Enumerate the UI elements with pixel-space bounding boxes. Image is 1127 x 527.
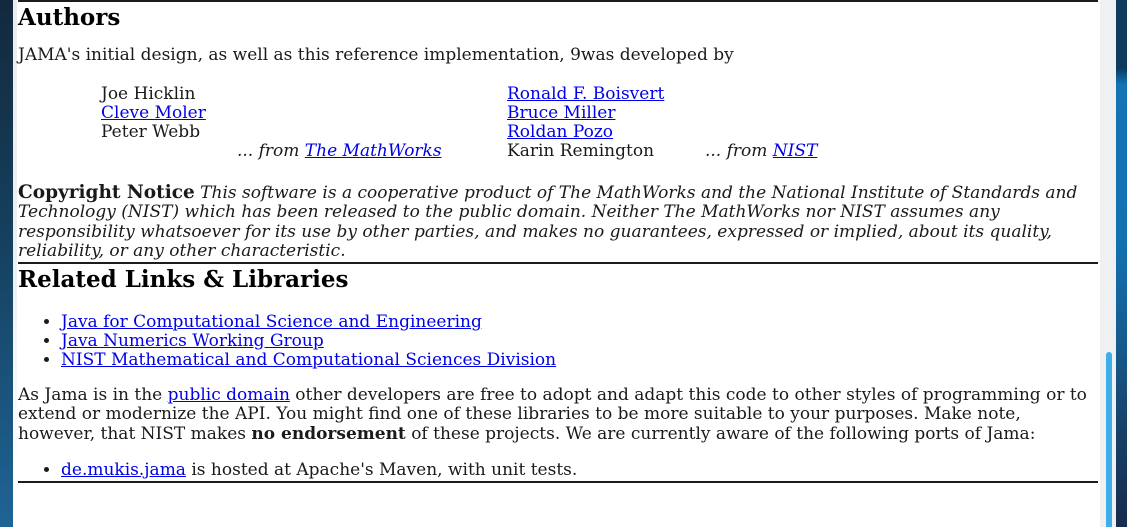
author-link[interactable]: Cleve Moler (101, 102, 206, 123)
copyright-label: Copyright Notice (18, 181, 195, 203)
author-link[interactable]: Roldan Pozo (507, 122, 614, 143)
author-link[interactable]: Ronald F. Boisvert (507, 83, 665, 104)
related-link[interactable]: Java for Computational Science and Engineering (61, 311, 482, 332)
ports-text: As Jama is in the (18, 384, 168, 405)
ports-list (18, 461, 1098, 481)
ports-text: other developers are free to adopt and adapt this code to other styles of programming or to extend or modernize the API. You might find one of these libraries to be more suitable to your purposes. Make note, however, that NIST makes (18, 384, 1087, 444)
section-divider-bottom (18, 481, 1098, 483)
nist-credit (705, 142, 1098, 161)
authors-row (101, 104, 1098, 123)
author-name: Joe Hicklin (101, 83, 196, 104)
related-links-heading: Related Links & Libraries (18, 265, 349, 293)
section-divider-top (18, 0, 1098, 2)
copyright-paragraph (18, 183, 1098, 262)
page-left-gradient-border (0, 0, 13, 527)
mathworks-link[interactable]: The MathWorks (304, 141, 442, 162)
ports-text: of these projects. We are currently aware of the following ports of Jama: (405, 423, 1036, 444)
related-link-item (61, 313, 1098, 332)
authors-row (101, 142, 1098, 161)
related-link-item (61, 332, 1098, 351)
nist-link[interactable]: NIST (772, 141, 818, 162)
port-item (61, 461, 1098, 481)
author-link[interactable]: Bruce Miller (507, 102, 616, 123)
related-links-list (18, 313, 1098, 371)
authors-row (101, 123, 1098, 142)
authors-intro-paragraph: JAMA's initial design, as well as this reference implementation, 9was developed by (18, 45, 734, 65)
related-link-item (61, 351, 1098, 370)
port-link[interactable]: de.mukis.jama (61, 460, 186, 481)
scrollbar-thumb[interactable] (1106, 352, 1112, 527)
page-content (18, 0, 1098, 483)
related-link[interactable]: Java Numerics Working Group (61, 330, 324, 351)
port-description: is hosted at Apache's Maven, with unit tests. (185, 460, 578, 481)
related-link[interactable]: NIST Mathematical and Computational Sciences Division (61, 350, 557, 371)
author-name: Peter Webb (101, 122, 201, 143)
ports-paragraph (18, 386, 1098, 445)
authors-row (101, 85, 1098, 104)
credit-prefix: ... from (237, 141, 305, 162)
section-divider-middle (18, 262, 1098, 264)
public-domain-link[interactable]: public domain (167, 384, 290, 405)
no-endorsement-text: no endorsement (251, 423, 406, 444)
mathworks-credit (237, 142, 507, 161)
copyright-text: This software is a cooperative product of The MathWorks and the National Institute of Standards and Technology (NIST) which has been released to the public domain. Neither The MathWorks nor NIST assumes any responsibility whatsoever for its use by other parties, and makes no guarantees, expressed or implied, about its quality, reliability, or any other characteristic. (18, 182, 1078, 262)
credit-prefix: ... from (705, 141, 773, 162)
page-right-gradient-border (1116, 0, 1127, 527)
authors-table (101, 85, 1098, 162)
authors-heading: Authors (18, 4, 121, 31)
page-left-border-highlight (13, 0, 17, 527)
author-name: Karin Remington (507, 141, 655, 162)
